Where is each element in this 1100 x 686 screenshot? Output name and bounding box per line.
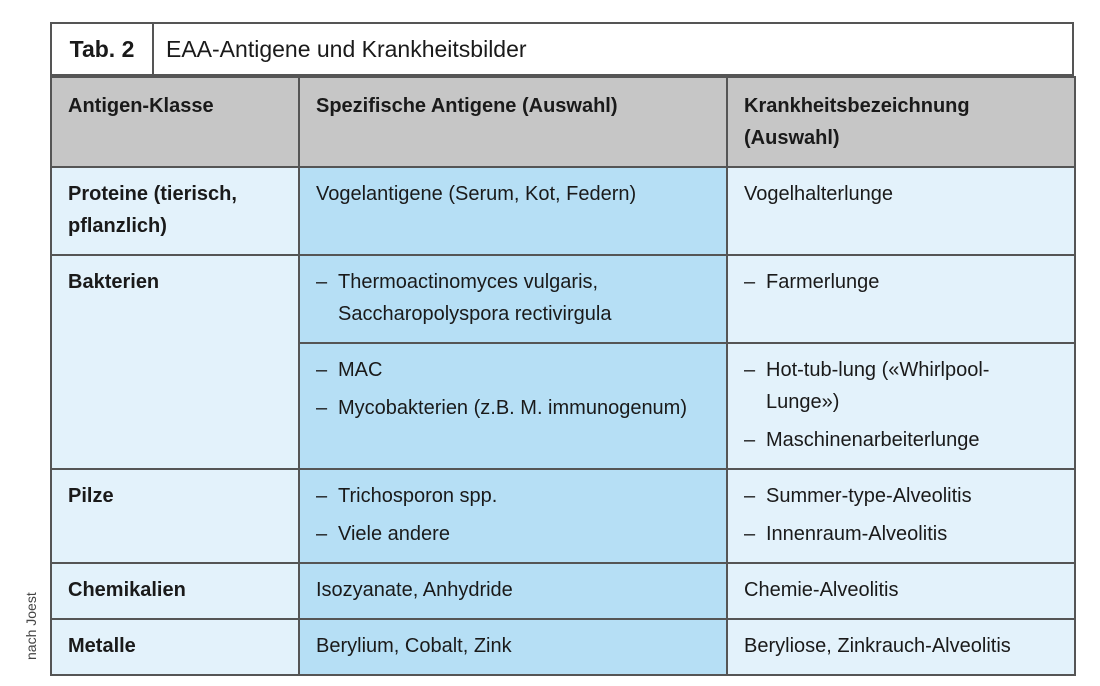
class-cell: Metalle [51, 619, 299, 675]
disease-cell [727, 343, 1075, 469]
list-item-text: Hot-tub-lung («Whirlpool-Lunge») [766, 359, 990, 413]
list-item [744, 480, 1060, 512]
header-disease-name: Krankheitsbezeichnung (Auswahl) [727, 77, 1075, 167]
table-number: Tab. 2 [52, 24, 154, 74]
dash-bullet: – [316, 271, 328, 293]
list-item [316, 354, 712, 386]
antigen-cell [299, 255, 727, 343]
list-item-text: Summer-type-Alveolitis [766, 485, 972, 507]
table-row [51, 255, 1075, 343]
dash-bullet: – [316, 523, 328, 545]
list-item-text: Mycobakterien (z.B. M. immunogenum) [338, 397, 688, 419]
list-item [744, 518, 1060, 550]
dash-bullet: – [744, 359, 756, 381]
antigen-cell [299, 469, 727, 563]
class-cell: Pilze [51, 469, 299, 563]
table-row [51, 167, 1075, 255]
table-title: EAA-Antigene und Krankheitsbilder [166, 35, 527, 62]
dash-bullet: – [316, 359, 328, 381]
list-item-text: MAC [338, 359, 383, 381]
list-item [744, 266, 1060, 298]
table-row [51, 619, 1075, 675]
class-cell: Bakterien [51, 255, 299, 469]
dash-bullet: – [316, 485, 328, 507]
dash-bullet: – [744, 485, 756, 507]
list-item-text: Innenraum-Alveolitis [766, 523, 948, 545]
list-item [316, 266, 712, 330]
antigen-table [50, 76, 1076, 676]
table-row [51, 469, 1075, 563]
list-item-text: Viele andere [338, 523, 450, 545]
disease-cell [727, 255, 1075, 343]
list-item [744, 354, 1060, 418]
list-item-text: Thermoactinomyces vulgaris, Saccharopolyspora rectivirgula [338, 271, 612, 325]
source-note: nach Joest [23, 592, 39, 660]
header-antigen-class: Antigen-Klasse [51, 77, 299, 167]
list-item [316, 518, 712, 550]
dash-bullet: – [744, 271, 756, 293]
disease-cell [727, 469, 1075, 563]
table-title-row [50, 22, 1074, 76]
list-item [316, 392, 712, 424]
antigen-cell: Vogelantigene (Serum, Kot, Federn) [299, 167, 727, 255]
list-item-text: Trichosporon spp. [338, 485, 498, 507]
disease-cell: Vogelhalterlunge [727, 167, 1075, 255]
list-item-text: Farmerlunge [766, 271, 880, 293]
antigen-cell: Isozyanate, Anhydride [299, 563, 727, 619]
header-row [51, 77, 1075, 167]
list-item [316, 480, 712, 512]
dash-bullet: – [744, 429, 756, 451]
class-cell: Proteine (tierisch, pflanzlich) [51, 167, 299, 255]
class-cell: Chemikalien [51, 563, 299, 619]
antigen-cell [299, 343, 727, 469]
table-row [51, 563, 1075, 619]
disease-cell: Chemie-Alveolitis [727, 563, 1075, 619]
dash-bullet: – [316, 397, 328, 419]
dash-bullet: – [744, 523, 756, 545]
list-item-text: Maschinenarbeiterlunge [766, 429, 980, 451]
header-specific-antigens: Spezifische Antigene (Auswahl) [299, 77, 727, 167]
list-item [744, 424, 1060, 456]
antigen-cell: Berylium, Cobalt, Zink [299, 619, 727, 675]
disease-cell: Beryliose, Zinkrauch-Alveolitis [727, 619, 1075, 675]
